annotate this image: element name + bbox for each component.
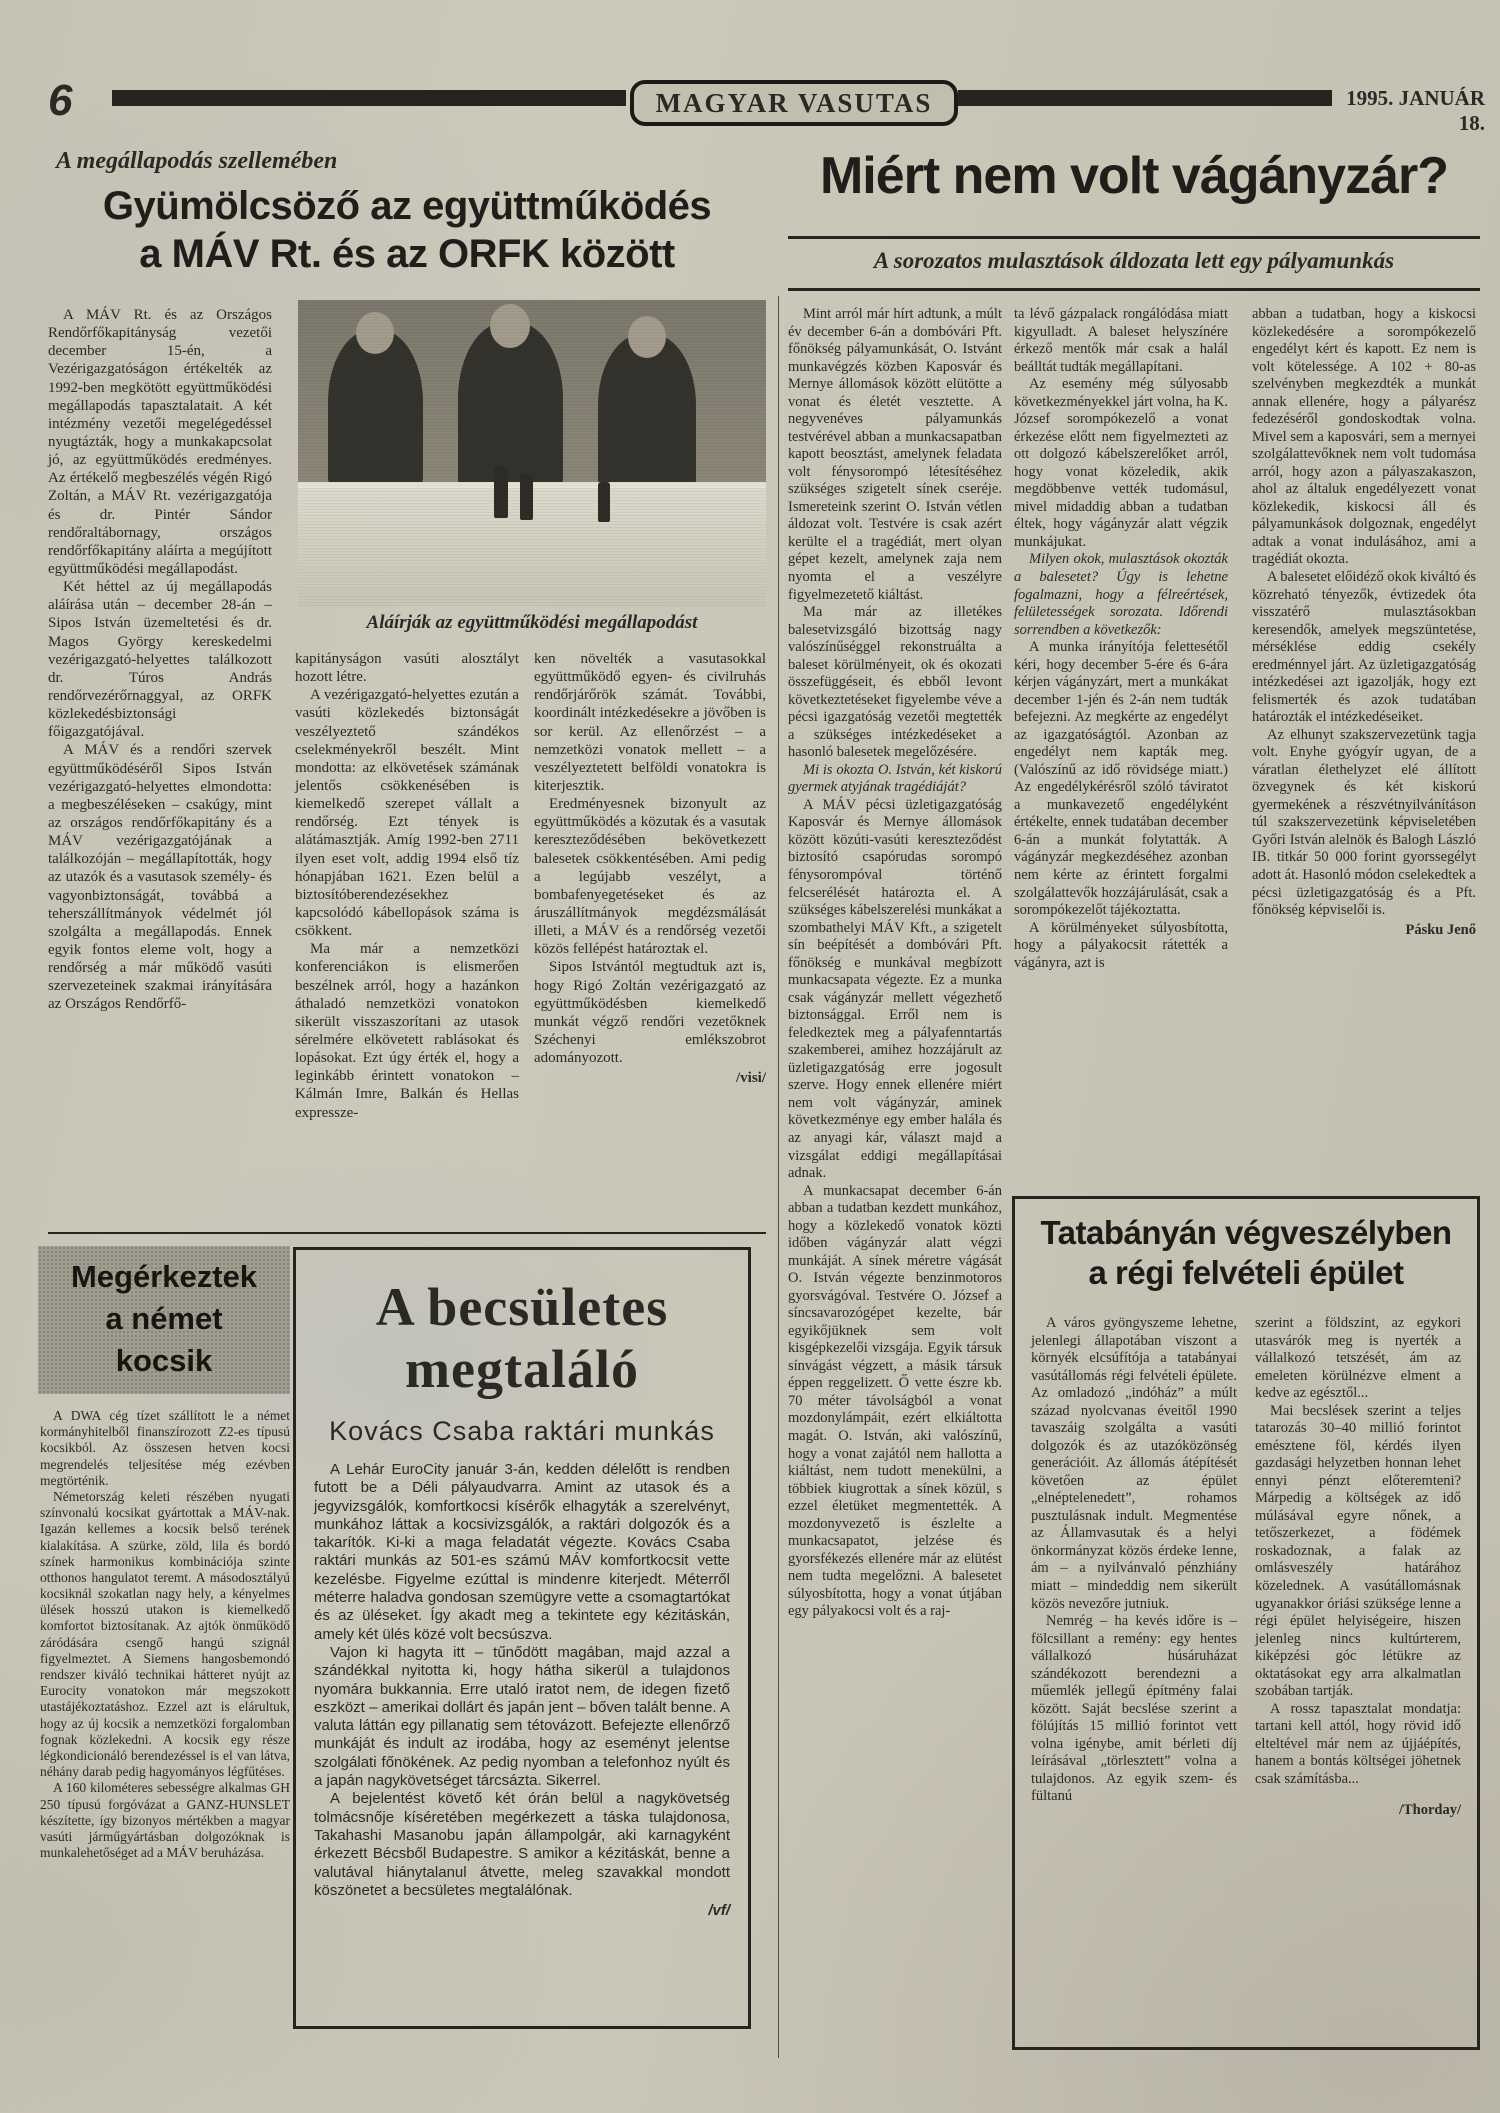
left-article-signature: /visi/ bbox=[735, 1070, 766, 1087]
tatabanya-column-2 bbox=[1255, 1315, 1461, 1820]
accident-headline: Miért nem volt vágányzár? bbox=[819, 147, 1449, 205]
subtitle-rule-bottom bbox=[788, 288, 1480, 291]
german-cars-body bbox=[40, 1408, 290, 1861]
german-cars-headline-line3: kocsik bbox=[115, 1343, 213, 1378]
body-paragraph: Ma már a nemzetközi konferenciákon is elismerően beszélnek arról, hogy a hazánkon áthaladó nemzetközi vonatokon sikerült visszaszorítani az utasok sérelmére elkövetett rablásokat és lopásokat. Ezt úgy érték el, hogy a leginkább érintett vonatokon – Kálmán Imre, Balkán és Hellas expressze- bbox=[295, 941, 519, 1121]
photo-caption: Aláírják az együttműködési megállapodást bbox=[366, 612, 698, 633]
body-paragraph: A Lehár EuroCity január 3-án, kedden délelőtt is rendben futott be a Déli pályaudvarra. Amint az utasok és a jegyvizsgálók, komfortkocsi kísérők elhagyták a szerelvényt, munkához láttak a kocsivizsgálók, a raktári dolgozók és a takarítók. Ki-ki a maga feladatát végezte. Kovács Csaba raktári munkás az 501-es számú MÁV komfortkocsit vette kezelésbe. Figyelme ezúttal is mindenre kiterjedt. Méterről méterre haladva gondosan szemügyre vette a csomagtartókat és az üléseket. Így akadt meg a tekintete egy kézitáskán, amely két ülés közé volt becsúszva. bbox=[314, 1461, 730, 1643]
body-paragraph: A rossz tapasztalat mondatja: tartani kell attól, hogy rövid idő elteltével már nem az újjáépítés, hanem a bontás költségei jöhetnek csak számításba... bbox=[1255, 1700, 1461, 1787]
body-paragraph: Sipos Istvántól megtudtuk azt is, hogy Rigó Zoltán vezérigazgató az együttműködésben kiemelkedő munkát végző rendőri vezetőknek Széchenyi emlékszobrot adományozott. bbox=[534, 959, 766, 1067]
body-paragraph: A bejelentést követő két órán belül a nagykövetség tolmácsnője kíséretében megérkezett a táska tulajdonosa, Takahashi Masanobu japán állampolgár, aki karnagyként érkezett Bécsből Budapestre. S amikor a kézitáskát, benne a valutával hiánytalanul átvette, meleg szavakkal mondott köszönetet a becsületes megtalálónak. bbox=[314, 1790, 730, 1899]
honest-finder-body bbox=[296, 1447, 748, 1920]
left-article-headline-line2: a MÁV Rt. és az ORFK között bbox=[139, 232, 675, 276]
body-paragraph: A DWA cég tízet szállított le a német kormányhitelből finanszírozott Z2-es típusú kocsikból. Az összesen hetven kocsi megrendelés teljesítése még ezévben megtörténik. bbox=[40, 1408, 290, 1488]
body-paragraph: kapitányságon vasúti alosztályt hozott létre. bbox=[295, 651, 519, 686]
german-cars-headline-line2: a német bbox=[105, 1301, 223, 1336]
honest-finder-article bbox=[293, 1247, 751, 2029]
body-paragraph: A 160 kilométeres sebességre alkalmas GH 250 típusú forgóvázat a GANZ-HUNSLET készítette, így bizonyos mértékben a magyar vasúti járműgyártásban dolgozóknak is munkalehetőséget ad a MÁV beruházása. bbox=[40, 1780, 290, 1861]
masthead-rule-right bbox=[958, 90, 1332, 106]
left-article-kicker: A megállapodás szellemében bbox=[56, 148, 338, 174]
body-paragraph: szerint a földszint, az egykori utasvárók meg is nyerték a vállalkozó tetszését, ám az emeleten körülnézve elment a kedve az egésztől... bbox=[1255, 1315, 1461, 1402]
body-paragraph: Milyen okok, mulasztások okozták a balesetet? Úgy is lehetne fogalmazni, hogy a félreértések, felületességek sorozata. Időrendi sorrendben a következők: bbox=[1014, 551, 1228, 638]
body-paragraph: Mi is okozta O. István, két kiskorú gyermek atyjának tragédiáját? bbox=[788, 761, 1002, 796]
accident-signature: Pásku Jenő bbox=[1405, 921, 1476, 938]
honest-finder-subtitle: Kovács Csaba raktári munkás bbox=[329, 1416, 715, 1446]
body-paragraph: Nemrég – ha kevés időre is – fölcsillant a remény: egy hentes vállalkozó húsáruházat szándékozott berendezni a műemlék jellegű építmény falai között. Saját becslése szerint a fölújítás 15 millió forintot vett volna igénybe, amit bérleti díj leírásával „törlesztett” volna a tulajdonos. Az egyik szem- és fültanú bbox=[1031, 1613, 1237, 1805]
left-article-column-3 bbox=[534, 650, 766, 1087]
accident-column-2 bbox=[1014, 306, 1228, 972]
german-cars-headline bbox=[38, 1246, 290, 1394]
tatabanya-article bbox=[1012, 1196, 1480, 2050]
photo-grain bbox=[298, 300, 766, 606]
signing-ceremony-photo bbox=[298, 300, 766, 606]
subtitle-rule-top bbox=[788, 236, 1480, 239]
left-article-column-2 bbox=[295, 650, 519, 1122]
body-paragraph: A város gyöngyszeme lehetne, jelenlegi állapotában viszont a környék elcsúfítója a tatabányai vasútállomás régi felvételi épülete. Az omladozó „indóház” a múlt század nyolcvanas éveitől 1990 tavaszáig szolgálta a vasúti dolgozók és az utazóközönség generációit. Az állomás átépítését követően az épület „elnéptelenedett”, rohamos pusztulásnak indult. Megmentése az Államvasutak és a helyi önkormányzat közös érdeke lenne, ám – a nyilvánvaló pénzhiány miatt – mindeddig nem sikerült közös nevezőre jutniuk. bbox=[1031, 1315, 1237, 1612]
masthead-rule-left bbox=[112, 90, 626, 106]
accident-column-3 bbox=[1252, 306, 1476, 939]
body-paragraph: Vajon ki hagyta itt – tűnődött magában, majd azzal a szándékkal nyitotta ki, hogy hátha sikerül a tulajdonos nyomára bukkannia. Erre utaló iratot nem, de idegen fizető eszközt – amerikai dollárt és japán jent – bőven talált benne. A valuta láttán egy pillanatig sem tétovázott. Befejezte ellenőrző munkáját és indult az irodába, hogy az eseményt jelentse szolgálati főnökének. Az pedig nyomban a telefonhoz nyúlt és a japán nagykövetséget tárcsázta. Sikerrel. bbox=[314, 1643, 730, 1790]
body-paragraph: A MÁV Rt. és az Országos Rendőrfőkapitányság vezetői december 15-én, a Vezérigazgatóságon értékelték az 1992-ben megkötött együttműködési megállapodás tapasztalatait. A két intézmény vezetői megelégedéssel nyugtázták, hogy a munkakapcsolat jó, az együttműködés eredményes. Az értékelő megbeszélés végén Rigó Zoltán, a MÁV Rt. vezérigazgatója és dr. Pintér Sándor rendőraltábornagy, országos rendőrfőkapitány aláírta a megújított együttműködési megállapodást. bbox=[48, 307, 272, 577]
honest-finder-headline-line2: megtaláló bbox=[405, 1339, 639, 1399]
body-paragraph: Németország keleti részében nyugati színvonalú kocsikat gyártottak a MÁV-nak. Igazán kellemes a kocsik belső terének kialakítása. A szürke, zöld, lila és bordó színek harmonikus kombinációja szinte otthonos hangulatot teremt. A másodosztályú kocsiknál szokatlan nagy hely, a kényelmes ülések hosszú utakon is kiemelkedő komfortot biztosítanak. Az ajtók önműködő záródására csengő hangú szignál figyelmeztet. A Siemens hangosbemondó rendszer kiváló technikai hátteret nyújt az Eurocity vonatokon már megszokott utastájékoztatáshoz. Ezzel azt is elárultuk, hogy az új kocsik a nemzetközi forgalomban fognak közlekedni. A kocsik egy része légkondicionáló berendezéssel is el van látva, néhány darab pedig hagyományos légfűtéses. bbox=[40, 1488, 290, 1780]
body-paragraph: A MÁV és a rendőri szervek együttműködéséről Sipos István vezérigazgató-helyettes elmondotta: a megbeszéléseken – csakúgy, mint az országos rendőrfőkapitány és a MÁV vezérigazgatójának a találkozóján – megállapították, hogy az utazók és a vasutasok személy- és vagyonbiztonságát, továbbá a teherszállítmányok védelmét jól szolgálta a megállapodás. Ennek egyik fontos eleme volt, hogy a rendőrség a már működő vasúti szervezeteinek szakmai irányítására az Országos Rendőrfő- bbox=[48, 742, 272, 1013]
body-paragraph: Két héttel az új megállapodás aláírása után – december 28-án – Sipos István üzemeltetési és dr. Magos György kereskedelmi vezérigazgató-helyettes találkozott dr. Túros András rendőrvezérőrnaggyal, az ORFK közlekedésbiztonsági főigazgatójával. bbox=[48, 579, 272, 741]
accident-subtitle: A sorozatos mulasztások áldozata lett egy pályamunkás bbox=[873, 248, 1395, 273]
section-rule bbox=[48, 1232, 766, 1234]
body-paragraph: Eredményesnek bizonyult az együttműködés a közutak és a vasutak kereszteződésében bekövetkezett balesetek csökkentésében. Ami pedig a legújabb veszélyt, a bombafenyegetéseket és az áruszállítmányok megdézsmálását illeti, a MÁV és a rendőrség vezetői közös fellépést határoztak el. bbox=[534, 796, 766, 958]
column-divider-rule bbox=[778, 296, 779, 2058]
body-paragraph: ta lévő gázpalack rongálódása miatt kigyulladt. A baleset helyszínére érkező mentők már csak a halál beálltát tudták megállapítani. bbox=[1014, 306, 1228, 375]
body-paragraph: Az elhunyt szakszervezetünk tagja volt. Enyhe gyógyír ugyan, de a váratlan élethelyzet elé állított özvegynek és két kiskorú gyermekének a részvétnyilvánításon túl szakszervezetünk képviseletében Győri István alelnök és Balogh László IB. titkár 50 000 forint gyorssegélyt adott át. Hasonló módon cselekedtek a pécsi üzletigazgatóság és a Pft. főnökség képviselői is. bbox=[1252, 726, 1476, 919]
tatabanya-column-1 bbox=[1031, 1315, 1237, 1806]
tatabanya-headline-line2: a régi felvételi épület bbox=[1088, 1254, 1404, 1291]
honest-finder-signature: /vf/ bbox=[708, 1902, 730, 1920]
body-paragraph: ken növelték a vasutasokkal együttműködő egyen- és civilruhás rendőrjárőrök számát. További, koordinált intézkedésekre a jövőben is sor kerül. Az ellenőrzést – a nemzetközi vonatok mellett – a veszélyeztetett belföldi vonatokra is kiterjesztik. bbox=[534, 651, 766, 794]
masthead bbox=[630, 80, 958, 126]
issue-date: 1995. JANUÁR 18. bbox=[1346, 86, 1485, 135]
tatabanya-headline-line1: Tatabányán végveszélyben bbox=[1040, 1214, 1452, 1251]
page-number: 6 bbox=[48, 76, 73, 125]
body-paragraph: Az esemény még súlyosabb következményekkel járt volna, ha K. József sorompókezelő a vonat érkezése előtt nem figyelmezteti az ott dolgozó kábelszerelőket arról, hogy vonat közeledik, akik megdöbbenve vették tudomásul, mivel midaddig abban a tudatban éltek, hogy vágányzár alatt végzik munkájukat. bbox=[1014, 376, 1228, 550]
tatabanya-signature: /Thorday/ bbox=[1398, 1802, 1461, 1819]
body-paragraph: A MÁV pécsi üzletigazgatóság Kaposvár és Mernye állomások között közúti-vasúti kereszteződést biztosító csapórudas sorompó fénysorompóval történő felcserélését határozta el. A szükséges kábelszerelési munkákat a szombathelyi MÁV Kft., a szigetelt sín beépítését a dombóvári Pft. főnökség e munkával megbízott munkacsapata végezte. Ez a munka csak vágányzár mellett végezhető biztonsággal. Erről nem is feledkeztek meg a pályafenntartás szakemberei, amihez hozzájárult az üzletigazgatóság erre jogosult szerve. Hogy ennek ellenére miért nem volt vágányzár, aminek következménye egy ember halála és az anyagi kár, választ majd a vizsgálat eddigi megállapításai adnak. bbox=[788, 796, 1002, 1182]
body-paragraph: abban a tudatban, hogy a kiskocsi közlekedésére a sorompókezelő engedélyt kért és kapott. Ez nem is volt kötelessége. A 102 + 80-as szelvényben megkezdték a munkát annak ellenére, hogy a pályarész fedezéséről gondoskodtak volna. Mivel sem a kaposvári, sem a mernyei szolgálattevőknek nem volt tudomása arról, hogy azon a pályaszakaszon, ahol az általuk engedélyezett vonat közlekedik, kiskocsi áll és pályamunkások dolgoznak, engedélyt adtak a vonat indulásához, ami a tragédiát okozta. bbox=[1252, 306, 1476, 568]
body-paragraph: Mint arról már hírt adtunk, a múlt év december 6-án a dombóvári Pft. főnökség pályamunkását, O. Istvánt munkavégzés közben Kaposvár és Mernye állomások között elütötte a vonat és életét vesztette. A negyvenéves pályamunkás testvérével abban a munkacsapatban kapott beosztást, amelynek feladata volt fénysorompó létesítéséhez szükséges szigetelt sínek cseréje. Ismereteink szerint O. István vétlen áldozat volt. Testvére is csak azért kerülte el a tragédiát, mert olyan gépet kezelt, amelynek zaja nem nyomta el a veszélyre figyelmezetető kiáltást. bbox=[788, 306, 1002, 603]
body-paragraph: A vezérigazgató-helyettes ezután a vasúti közlekedés biztonságát veszélyeztető szándékos cselekményekről beszélt. Mint mondotta: az elkövetések számának jelentős csökkenésében is kiemelkedő szerepet vállalt a rendőrség. Ezt tények is alátámasztják. Amíg 1992-ben 2711 ilyen eset volt, addig 1994 első tíz hónapjában 1621. Ezen belül a biztosítóberendezésekhez kapcsolódó kábellopások száma is csökkent. bbox=[295, 687, 519, 940]
left-article-headline-line1: Gyümölcsöző az együttműködés bbox=[102, 184, 712, 228]
body-paragraph: A balesetet előidéző okok kiváltó és közreható tényezők, évtizedek óta visszatérő mulasztásokban keresendők, amelyek megszüntetése, mérséklése eddig csekély eredménnyel járt. Az üzletigazgatóság intézkedései azt igazolják, hogy ezt felismerték és azok tudatában határozták el intézkedéseiket. bbox=[1252, 568, 1476, 726]
masthead-title: MAGYAR VASUTAS bbox=[655, 88, 933, 118]
body-paragraph: A munkacsapat december 6-án abban a tudatban kezdett munkához, hogy a közlekedő vonatok közti időben vágányzár alatt végzi munkáját. A sínek méretre vágását O. István végezte benzinmotoros gyorsvágóval. Testvére O. József a síncsavarozógépet kezelte, bár egyikőjüknek sem volt kisgépkezelői vizsgája. Egyik társuk sínvágást végzett, a másik társuk éppen reggelizett. Ő vette észre kb. 70 méter távolságból a vonat mozdonylámpáit, ezért elkiáltotta magát. O. István, aki valószínű, hogy a vonat zajától nem hallotta a kiáltást, nem tudott menekülni, a többiek kiugrottak a sínek közül, s ezzel életüket megmentették. A mozdonyvezető is észlelte a munkacsapatot, jelzése és gyorsfékezés ellenére már az elütést nem tudta megelőzni. A balesetet súlyosbította, hogy a vonat útjában egy pályakocsi volt és a raj- bbox=[788, 1182, 1002, 1620]
body-paragraph: Mai becslések szerint a teljes tatarozás 30–40 millió forintot emésztene föl, kérdés ilyen gazdasági helyzetben honnan lehet ennyi pénzt előteremteni? Márpedig a költségek az idő múlásával egyre nőnek, a tetőszerkezet, a födémek roskadoznak, a falak az omlásveszély határához közelednek. A vasútállomásnak ugyanakkor óriási szüksége lenne a régi épület helyiségeire, hiszen jelenleg nincs kultúrterem, kiképzési góc létükre az oktatásokat egy arra alkalmatlan szobában tartják. bbox=[1255, 1402, 1461, 1700]
body-paragraph: A körülményeket súlyosbította, hogy a pályakocsit rátették a vágányra, azt is bbox=[1014, 919, 1228, 971]
left-article-column-1 bbox=[48, 306, 272, 1013]
accident-column-1 bbox=[788, 306, 1002, 1621]
body-paragraph: Ma már az illetékes balesetvizsgáló bizottság nagy valószínűséggel rekonstruálta a baleset körülményeit, ok és okozati összefüggéseit, és ebből levont következtetéseket figyelembe véve a pécsi igazgatóság vezetői megtették a szükséges intézkedéseket a hasonló balesetek megelőzésére. bbox=[788, 604, 1002, 761]
german-cars-headline-line1: Megérkeztek bbox=[70, 1259, 258, 1294]
body-paragraph: A munka irányítója felettesétől kéri, hogy december 5-ére és 6-ára kérjen vágányzárt, mert a munkákat december 1-jén és 2-án nem tudták befejezni. Az megkérte az engedélyt az igazgatóságtól. Azonban az engedélyt nem kapták meg. (Valószínű az idő rövidsége miatt.) Az engedélykérésről szóló táviratot a munkavezető engedélyként értékelte, ennek tudatában december 6-án a munkát folytatták. A vágányzár megkezdéséhez azonban nem kérte az érintett forgalmi szolgálattevők hozzájárulását, csak a sorompókezelőt tájékoztatta. bbox=[1014, 639, 1228, 919]
honest-finder-headline-line1: A becsületes bbox=[375, 1277, 669, 1337]
